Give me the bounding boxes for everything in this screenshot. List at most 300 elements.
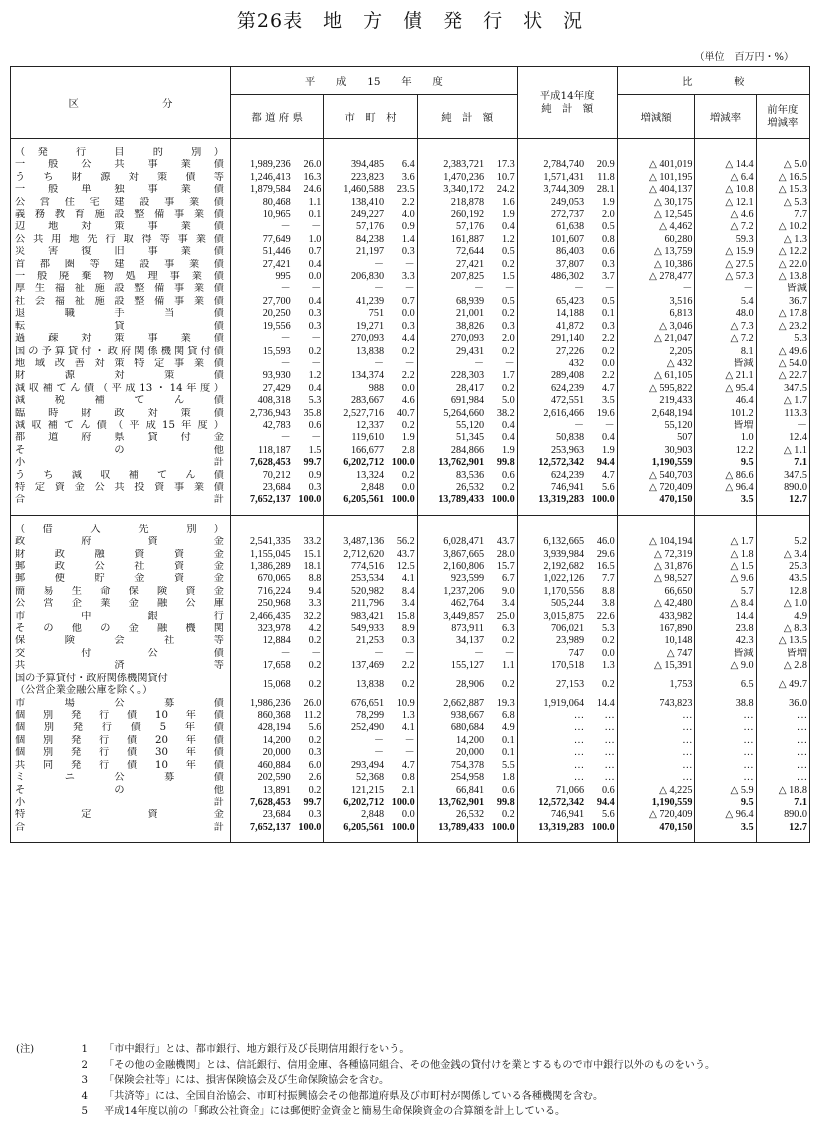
cell-value: 0.2: [293, 635, 324, 647]
cell-value: 4.1: [386, 722, 417, 734]
cell-value: …: [586, 747, 617, 759]
cell-value: 3,867,665: [443, 548, 485, 560]
cell-value: 1.4: [386, 234, 417, 246]
cell-value: 0.0: [386, 308, 417, 320]
cell-value: …: [796, 747, 807, 759]
cell-value: △ 16.5: [778, 171, 807, 183]
cell-value: 0.3: [293, 809, 324, 821]
cell-value: △ 404,137: [617, 184, 695, 196]
table-row: [11, 346, 810, 358]
cell-value: 751: [368, 308, 385, 320]
cell-value: 432: [568, 357, 585, 369]
cell-value: △ 96.4: [695, 482, 756, 494]
cell-value: 100.0: [293, 494, 324, 506]
table-row: [11, 246, 810, 258]
cell-value: 23,989: [556, 635, 585, 647]
table-row: [11, 221, 810, 233]
cell-value: 7,652,137: [249, 821, 291, 833]
cell-value: －: [280, 333, 291, 345]
cell-value: 0.2: [586, 346, 617, 358]
cell-value: 57,176: [356, 221, 385, 233]
cell-value: 0.3: [586, 321, 617, 333]
cell-value: 34,137: [456, 635, 485, 647]
cell-value: 14.4: [586, 698, 617, 710]
cell-value: 1.6: [486, 197, 517, 209]
cell-value: △ 10.2: [778, 221, 807, 233]
cell-value: △ 5.3: [783, 196, 807, 208]
cell-value: 15,593: [262, 345, 291, 357]
cell-value: 38.2: [486, 408, 517, 420]
row-label: 合 計: [11, 494, 231, 506]
table-row: [11, 809, 810, 821]
cell-value: 5.3: [794, 333, 807, 345]
cell-value: 13,789,433: [438, 821, 485, 833]
cell-value: 2,383,721: [443, 159, 485, 171]
header-heisei14: 平成14年度 純 計 額: [517, 67, 617, 139]
cell-value: 0.7: [386, 296, 417, 308]
cell-value: 25.0: [486, 611, 517, 623]
cell-value: △ 4,462: [617, 221, 695, 233]
cell-value: 7,628,453: [249, 796, 291, 808]
header-category: 区 分: [11, 67, 231, 139]
cell-value: …: [573, 747, 585, 759]
cell-value: 15,068: [262, 679, 291, 691]
cell-value: 16.5: [586, 561, 617, 573]
cell-value: 774,516: [350, 561, 385, 572]
cell-value: 4.7: [586, 470, 617, 482]
cell-value: 0.3: [386, 635, 417, 647]
row-label: 郵政公社資金: [11, 561, 231, 573]
cell-value: 13,324: [356, 469, 385, 481]
cell-value: 2,160,806: [443, 561, 485, 572]
cell-value: 0.9: [293, 470, 324, 482]
cell-value: 46.0: [586, 536, 617, 548]
cell-value: 13,838: [356, 679, 385, 691]
cell-value: …: [796, 759, 807, 771]
cell-value: …: [573, 759, 585, 771]
table-row: [11, 482, 810, 494]
cell-value: 6,813: [617, 308, 695, 320]
cell-value: 3.5: [695, 822, 756, 834]
cell-value: 100.0: [293, 822, 324, 834]
cell-value: 37,807: [556, 258, 585, 270]
cell-value: 2.2: [386, 370, 417, 382]
cell-value: 0.0: [386, 383, 417, 395]
cell-value: 0.2: [293, 673, 324, 698]
cell-value: 121,215: [350, 784, 385, 796]
cell-value: 995: [275, 271, 291, 283]
cell-value: 12,884: [262, 635, 291, 647]
row-label: 市場公募債: [11, 698, 231, 710]
cell-value: 13,762,901: [438, 796, 485, 808]
cell-value: 4.2: [293, 623, 324, 635]
note-item: [16, 1073, 715, 1089]
table-row: [11, 457, 810, 469]
cell-value: 0.1: [486, 747, 517, 759]
cell-value: 283,667: [350, 395, 385, 407]
cell-value: 983,421: [350, 610, 385, 622]
row-label: 過疎対策事業債: [11, 333, 231, 345]
row-label: 減収補てん債（平成13・14年度）: [11, 383, 231, 395]
table-row: [11, 333, 810, 345]
cell-value: △ 14.4: [695, 159, 756, 171]
cell-value: △ 57.3: [695, 271, 756, 283]
cell-value: 0.0: [293, 271, 324, 283]
cell-value: 260,192: [450, 209, 485, 221]
note-text: 「その他の金融機関」とは、信託銀行、信用金庫、各種協同組合、その他金銭の貸付けを業とするもので市中銀行以外のものをいう。: [104, 1059, 716, 1071]
cell-value: 55,120: [456, 419, 485, 431]
cell-value: 167,890: [617, 623, 695, 635]
cell-value: 13,762,901: [438, 457, 485, 469]
cell-value: △ 54.0: [778, 357, 807, 369]
cell-value: 0.7: [293, 246, 324, 258]
cell-value: 289,408: [550, 370, 585, 382]
cell-value: 3.6: [386, 172, 417, 184]
cell-value: 27,421: [456, 258, 485, 270]
cell-value: 100.0: [386, 457, 417, 469]
cell-value: 12.4: [789, 432, 807, 444]
cell-value: 460,884: [257, 759, 291, 771]
cell-value: 250,968: [257, 598, 291, 610]
cell-value: 61,638: [556, 221, 585, 233]
cell-value: 10,965: [262, 209, 291, 221]
cell-value: …: [586, 722, 617, 734]
cell-value: 36.0: [789, 697, 807, 709]
cell-value: 0.3: [293, 321, 324, 333]
cell-value: 3.5: [695, 494, 756, 506]
cell-value: 12,572,342: [538, 796, 585, 808]
cell-value: 676,651: [350, 697, 385, 709]
row-label: 社会福祉施設整備事業債: [11, 296, 231, 308]
cell-value: 80,468: [262, 196, 291, 208]
cell-value: △ 4,225: [617, 785, 695, 797]
cell-value: △ 3,046: [617, 321, 695, 333]
cell-value: △ 17.8: [778, 308, 807, 320]
row-label: 公営住宅建設事業債: [11, 197, 231, 209]
cell-value: 36.7: [789, 295, 807, 307]
cell-value: 323,978: [257, 623, 291, 635]
cell-value: △ 10,386: [617, 259, 695, 271]
cell-value: 9.0: [486, 586, 517, 598]
cell-value: 100.0: [386, 822, 417, 834]
cell-value: 15.7: [486, 561, 517, 573]
table-row: [11, 494, 810, 506]
table-row: [11, 797, 810, 809]
cell-value: …: [617, 760, 695, 772]
cell-value: …: [586, 710, 617, 722]
row-label: 政府資金: [11, 536, 231, 548]
cell-value: 26,532: [456, 481, 485, 493]
cell-value: 22.6: [586, 611, 617, 623]
cell-value: 249,227: [350, 209, 385, 221]
cell-value: 890.0: [784, 481, 807, 493]
cell-value: 2,616,466: [543, 407, 585, 419]
cell-value: 137,469: [350, 660, 385, 672]
cell-value: 0.3: [293, 308, 324, 320]
cell-value: －: [573, 419, 585, 431]
cell-value: △ 1.8: [695, 549, 756, 561]
cell-value: 1.1: [293, 197, 324, 209]
cell-value: 0.4: [293, 259, 324, 271]
cell-value: 428,194: [257, 722, 291, 734]
cell-value: 66,841: [456, 784, 485, 796]
cell-value: 860,368: [257, 710, 291, 722]
cell-value: 6,205,561: [343, 494, 385, 506]
cell-value: 7,652,137: [249, 494, 291, 506]
cell-value: 14.4: [695, 611, 756, 623]
cell-value: …: [796, 710, 807, 722]
cell-value: 93,930: [262, 370, 291, 382]
note-text: 平成14年度以前の「郵政公社資金」には郵便貯金資金と簡易生命保険資金の合算額を計上している。: [104, 1106, 566, 1117]
cell-value: 7.7: [794, 209, 807, 221]
header-comparison: 比 較: [617, 67, 809, 95]
cell-value: …: [617, 747, 695, 759]
cell-value: 94.4: [586, 457, 617, 469]
cell-value: △ 9.0: [695, 660, 756, 672]
cell-value: 6,132,665: [543, 536, 585, 548]
cell-value: △ 1.3: [783, 233, 807, 245]
cell-value: 77,649: [262, 233, 291, 245]
cell-value: 6.0: [293, 760, 324, 772]
table-row: [11, 598, 810, 610]
cell-value: 12,337: [356, 419, 385, 431]
cell-value: 13,789,433: [438, 494, 485, 506]
cell-value: 99.8: [486, 797, 517, 809]
cell-value: 50,838: [556, 432, 585, 444]
cell-value: －: [473, 357, 485, 369]
note-text: 「共済等」には、全国自治協会、市町村振興協会その他都道府県及び市町村が関係している各種機関を含む。: [104, 1090, 604, 1102]
table-row: [11, 432, 810, 444]
header-heisei15: 平 成 15 年 度: [231, 67, 518, 95]
cell-value: △ 22.7: [778, 370, 807, 382]
table-row: [11, 536, 810, 548]
row-label: 公共用地先行取得等事業債: [11, 234, 231, 246]
cell-value: 5.5: [486, 760, 517, 772]
note-lead: [16, 1089, 44, 1105]
cell-value: 2.2: [586, 333, 617, 345]
table-row: [11, 271, 810, 283]
cell-value: 83,536: [456, 469, 485, 481]
cell-value: －: [386, 735, 417, 747]
cell-value: 1,022,126: [543, 573, 585, 585]
cell-value: 0.9: [386, 221, 417, 233]
cell-value: 0.2: [486, 346, 517, 358]
cell-value: －: [386, 259, 417, 271]
cell-value: 293,494: [350, 759, 385, 771]
cell-value: 0.2: [486, 308, 517, 320]
cell-value: －: [280, 647, 291, 659]
cell-value: －: [473, 283, 485, 295]
cell-value: 890.0: [784, 809, 807, 821]
cell-value: 228,303: [450, 370, 485, 382]
cell-value: 48.0: [695, 308, 756, 320]
cell-value: 27,429: [262, 382, 291, 394]
cell-value: 17.3: [486, 159, 517, 171]
cell-value: △ 13,759: [617, 246, 695, 258]
row-label: 共済等: [11, 660, 231, 672]
cell-value: 2,648,194: [617, 408, 695, 420]
cell-value: △ 13.8: [778, 271, 807, 283]
cell-value: △ 12.1: [695, 197, 756, 209]
notes: [16, 1042, 715, 1120]
cell-value: 0.1: [293, 209, 324, 221]
cell-value: 7.1: [794, 796, 807, 808]
cell-value: 6,028,471: [443, 536, 485, 548]
cell-value: 2.2: [586, 370, 617, 382]
cell-value: 99.8: [486, 457, 517, 469]
cell-value: 0.2: [586, 635, 617, 647]
cell-value: 26.0: [293, 159, 324, 171]
cell-value: △ 401,019: [617, 159, 695, 171]
cell-value: 20,000: [456, 747, 485, 759]
cell-value: 3,939,984: [543, 548, 585, 560]
cell-value: …: [695, 772, 756, 784]
cell-value: 1.9: [486, 445, 517, 457]
cell-value: －: [280, 357, 291, 369]
cell-value: 754,378: [450, 759, 485, 771]
cell-value: 皆減: [695, 648, 756, 660]
cell-value: －: [293, 432, 324, 444]
cell-value: 1,571,431: [543, 171, 585, 183]
cell-value: 15.1: [293, 549, 324, 561]
cell-value: －: [280, 432, 291, 444]
cell-value: 14,200: [456, 734, 485, 746]
cell-value: 20.9: [586, 159, 617, 171]
cell-value: △ 15.9: [695, 246, 756, 258]
cell-value: …: [796, 734, 807, 746]
cell-value: －: [373, 647, 385, 659]
cell-value: 155,127: [450, 660, 485, 672]
row-label: 減税補てん債: [11, 395, 231, 407]
row-label: 郵便貯金資金: [11, 573, 231, 585]
cell-value: 706,021: [550, 623, 585, 635]
cell-value: …: [586, 772, 617, 784]
cell-value: 253,963: [550, 444, 585, 456]
cell-value: 507: [617, 432, 695, 444]
cell-value: －: [586, 420, 617, 432]
table-row: [11, 648, 810, 660]
row-label: うち財源対策債等: [11, 172, 231, 184]
cell-value: 4.6: [386, 395, 417, 407]
cell-value: 8.9: [386, 623, 417, 635]
cell-value: 2.6: [293, 772, 324, 784]
cell-value: －: [586, 283, 617, 295]
row-label: [11, 673, 231, 698]
cell-value: 2.0: [486, 333, 517, 345]
cell-value: 408,318: [257, 395, 291, 407]
cell-value: 1.2: [293, 370, 324, 382]
cell-value: －: [695, 283, 756, 295]
row-label: ミニ公募債: [11, 772, 231, 784]
cell-value: 5.6: [586, 809, 617, 821]
table-row: [11, 184, 810, 196]
note-number: 5: [81, 1106, 88, 1117]
cell-value: 1,386,289: [249, 561, 291, 572]
cell-value: 1.1: [486, 660, 517, 672]
cell-value: 42,783: [262, 419, 291, 431]
cell-value: 347.5: [784, 469, 807, 481]
section-title-purpose: （発 行 目 的 別）: [11, 147, 231, 159]
cell-value: 29,431: [456, 345, 485, 357]
cell-value: 7.7: [586, 573, 617, 585]
note-number: 3: [81, 1075, 88, 1086]
cell-value: 219,433: [617, 395, 695, 407]
table-row: [11, 159, 810, 171]
cell-value: …: [695, 722, 756, 734]
cell-value: △ 42,480: [617, 598, 695, 610]
cell-value: 270,093: [450, 333, 485, 345]
note-item: [16, 1104, 715, 1120]
cell-value: 0.2: [586, 673, 617, 698]
cell-value: 2,736,943: [249, 407, 291, 419]
cell-value: 0.2: [386, 420, 417, 432]
table-row: [11, 772, 810, 784]
cell-value: 3.8: [586, 598, 617, 610]
cell-value: 743,823: [617, 698, 695, 710]
table-row: [11, 445, 810, 457]
cell-value: 9.5: [695, 457, 756, 469]
cell-value: －: [473, 647, 485, 659]
cell-value: 12.8: [789, 585, 807, 597]
table-row: [11, 197, 810, 209]
cell-value: 72,644: [456, 246, 485, 258]
cell-value: △ 86.6: [695, 470, 756, 482]
cell-value: 0.2: [293, 346, 324, 358]
row-label: 簡易生命保険資金: [11, 586, 231, 598]
cell-value: －: [373, 283, 385, 295]
cell-value: 6.8: [486, 710, 517, 722]
cell-value: 347.5: [784, 382, 807, 394]
cell-value: 5.6: [586, 482, 617, 494]
cell-value: 10,148: [617, 635, 695, 647]
cell-value: 938,667: [450, 710, 485, 722]
cell-value: △ 96.4: [695, 809, 756, 821]
cell-value: 3.4: [486, 598, 517, 610]
cell-value: 29.6: [586, 549, 617, 561]
unit-label: （単位 百万円・%）: [694, 52, 794, 63]
table-row: [11, 785, 810, 797]
cell-value: 6.5: [695, 673, 756, 698]
cell-value: 0.4: [586, 432, 617, 444]
note-item: [16, 1042, 715, 1058]
cell-value: 7,628,453: [249, 457, 291, 469]
cell-value: 8.4: [386, 586, 417, 598]
header-prev-rate: 前年度 増減率: [756, 95, 809, 139]
cell-value: 0.4: [293, 383, 324, 395]
cell-value: 5.7: [695, 586, 756, 598]
cell-value: 2,192,682: [543, 561, 585, 572]
note-item: [16, 1058, 715, 1074]
cell-value: …: [586, 760, 617, 772]
cell-value: 27,421: [262, 258, 291, 270]
row-label: 財政融資資金: [11, 549, 231, 561]
cell-value: 100.0: [586, 494, 617, 506]
cell-value: 0.0: [586, 358, 617, 370]
cell-value: 78,299: [356, 710, 385, 722]
cell-value: △ 49.7: [778, 679, 807, 691]
cell-value: －: [386, 358, 417, 370]
cell-value: 2,784,740: [543, 159, 585, 171]
cell-value: △ 23.2: [778, 320, 807, 332]
cell-value: 1,986,236: [249, 697, 291, 709]
cell-value: △ 15.3: [778, 184, 807, 196]
cell-value: △ 13.5: [778, 635, 807, 647]
cell-value: 18.1: [293, 561, 324, 573]
row-label: 合 計: [11, 822, 231, 834]
cell-value: 4.0: [386, 209, 417, 221]
table-row: [11, 611, 810, 623]
cell-value: 8.8: [586, 586, 617, 598]
